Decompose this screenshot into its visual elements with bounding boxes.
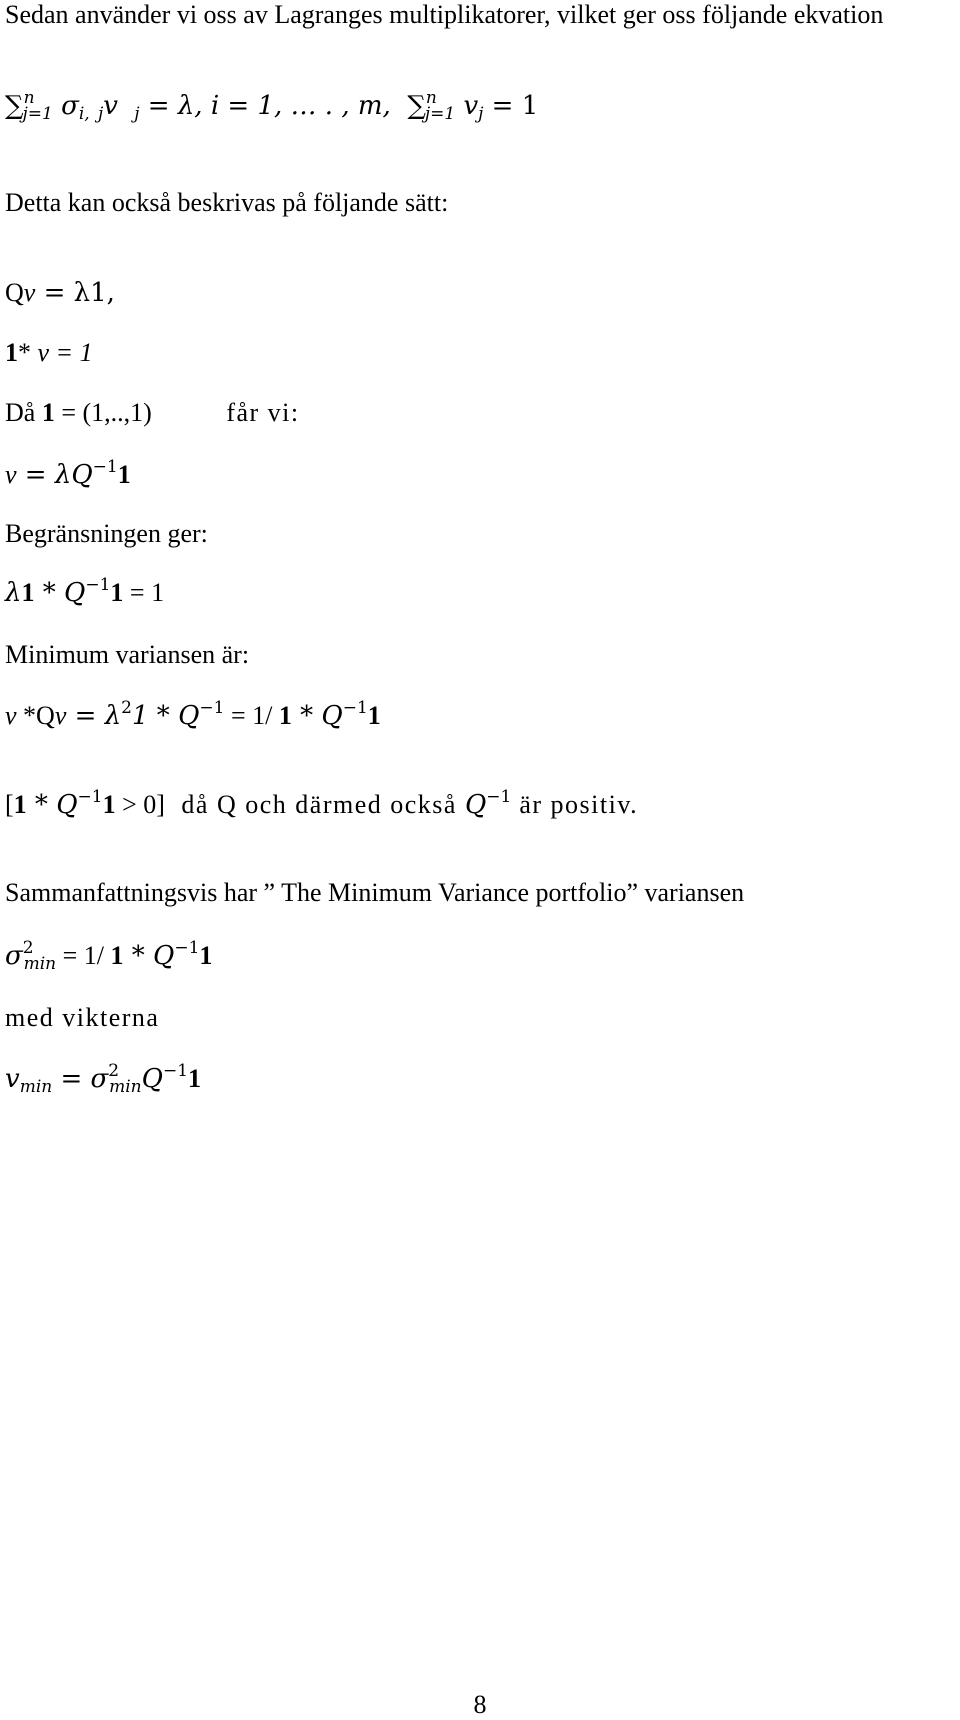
intro-text: Sedan använder vi oss av Lagranges multiplikatorer, vilket ger oss följande ekvation xyxy=(5,0,884,29)
min-variance-equation: v $*Qv = \lambda^21 * Q^{-1} = 1/$ $1 * Q^{-1}1$ xyxy=(5,698,381,731)
constraint-result: $\lambda 1 * Q^{-1}1 = 1$ xyxy=(5,575,165,608)
matrix-equation: Qv = λ1, xyxy=(5,278,115,308)
min-variance-label: Minimum variansen är: xyxy=(5,640,250,669)
weights-label: med vikterna xyxy=(5,1003,160,1032)
positivity-remark: $[1 * Q^{-1}1 > 0]$ då Q och därmed också $Q^{-1}$ är positiv. xyxy=(5,787,639,820)
lagrange-equation: ∑$^n_{j=1}$ $\sigma_{i,}$ $_j$v $_j$ = λ, i = 1, … . , m, ∑$^n_{j=1}$ $v_j = 1$ xyxy=(5,88,539,124)
ones-vector-definition: Då 1 = (1,..,1) får vi: xyxy=(5,398,300,427)
min-variance-result: $\sigma^2_{min} = 1/$ $1 * Q^{-1}1$ xyxy=(5,938,213,974)
page-number: 8 xyxy=(473,1690,487,1719)
solution-v: $v = \lambda Q^{-1}1$ xyxy=(5,457,131,490)
constraint-label: Begränsningen ger: xyxy=(5,519,208,548)
description-text: Detta kan också beskrivas på följande sätt: xyxy=(5,188,449,217)
summary-text: Sammanfattningsvis har ” The Minimum Variance portfolio” variansen xyxy=(5,878,745,907)
constraint-equation: 1* v = 1 xyxy=(5,338,93,367)
weights-equation: $v_{min} = \sigma^2_{min}Q^{-1}1$ xyxy=(5,1061,202,1097)
